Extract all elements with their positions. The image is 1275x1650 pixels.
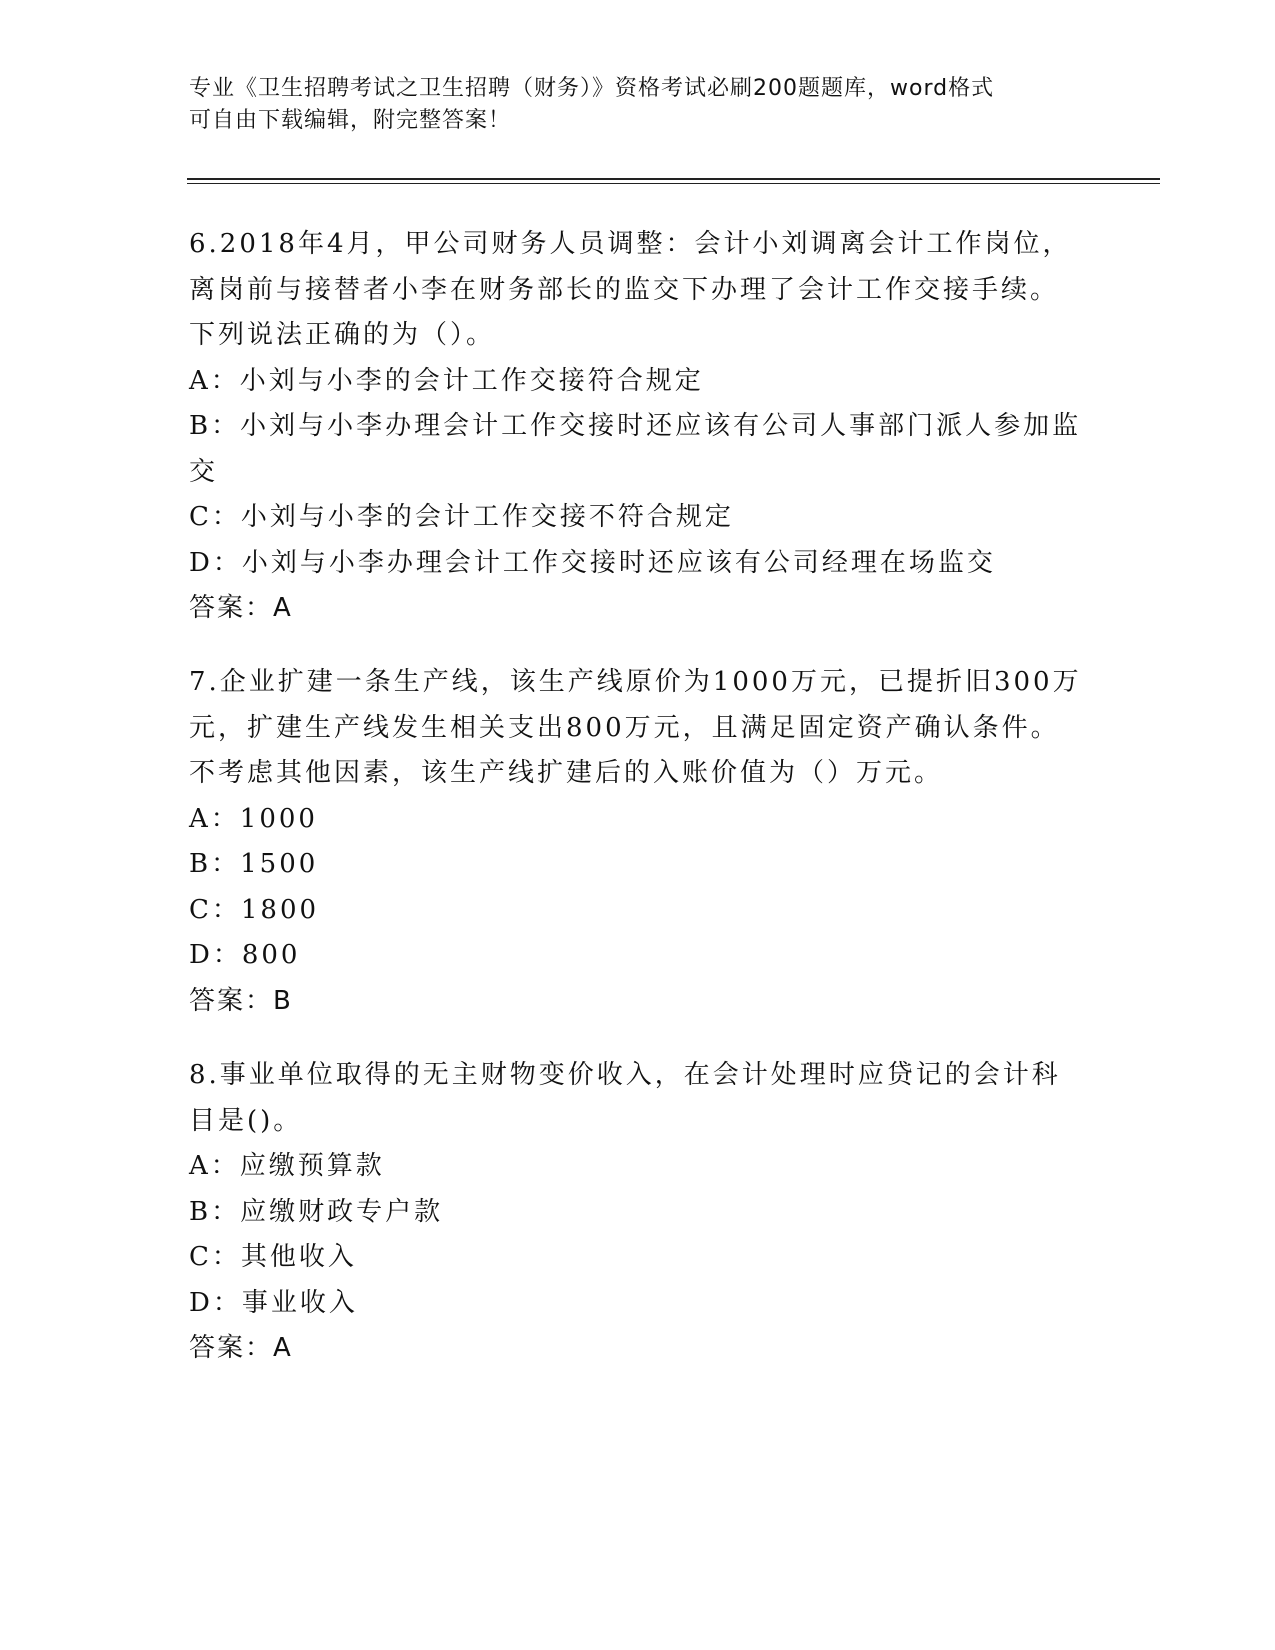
option-d: D：800 [189, 940, 301, 970]
header-divider [187, 178, 1160, 180]
header-line-1: 专业《卫生招聘考试之卫生招聘（财务）》资格考试必刷200题题库，word格式 [189, 76, 995, 101]
option-a: A：小刘与小李的会计工作交接符合规定 [189, 365, 704, 396]
question-stem-line: 离岗前与接替者小李在财务部长的监交下办理了会计工作交接手续。 [189, 274, 1060, 305]
question-stem-line: 7.企业扩建一条生产线，该生产线原价为1000万元，已提折旧300万 [189, 667, 1082, 697]
option-c: C：其他收入 [189, 1242, 357, 1272]
question-8 [189, 1053, 1089, 1372]
question-stem-line: 6.2018年4月，甲公司财务人员调整：会计小刘调离会计工作岗位， [189, 229, 1072, 259]
option-c: C：1800 [189, 894, 320, 925]
option-d: D：事业收入 [189, 1287, 358, 1318]
option-a: A：应缴预算款 [189, 1151, 385, 1181]
option-b: B：小刘与小李办理会计工作交接时还应该有公司人事部门派人参加监 [189, 411, 1082, 441]
question-7 [189, 660, 1089, 1024]
header-line-2: 可自由下载编辑，附完整答案！ [189, 108, 512, 133]
question-stem-line: 下列说法正确的为（）。 [189, 320, 496, 350]
answer: 答案：A [189, 1333, 293, 1363]
option-c: C：小刘与小李的会计工作交接不符合规定 [189, 502, 734, 532]
option-a: A：1000 [189, 803, 318, 834]
answer: 答案：B [189, 985, 293, 1016]
question-stem-line: 目是()。 [189, 1105, 303, 1136]
header-divider-thin [187, 183, 1160, 184]
option-b: B：应缴财政专户款 [189, 1196, 444, 1227]
option-b-continued: 交 [189, 456, 219, 487]
answer: 答案：A [189, 593, 293, 623]
document-header [189, 73, 1089, 137]
question-6 [189, 222, 1089, 632]
question-stem-line: 不考虑其他因素，该生产线扩建后的入账价值为（）万元。 [189, 758, 944, 788]
option-d: D：小刘与小李办理会计工作交接时还应该有公司经理在场监交 [189, 547, 996, 578]
question-stem-line: 元，扩建生产线发生相关支出800万元，且满足固定资产确认条件。 [189, 712, 1060, 743]
question-stem-line: 8.事业单位取得的无主财物变价收入，在会计处理时应贷记的会计科 [189, 1060, 1061, 1090]
option-b: B：1500 [189, 849, 319, 879]
